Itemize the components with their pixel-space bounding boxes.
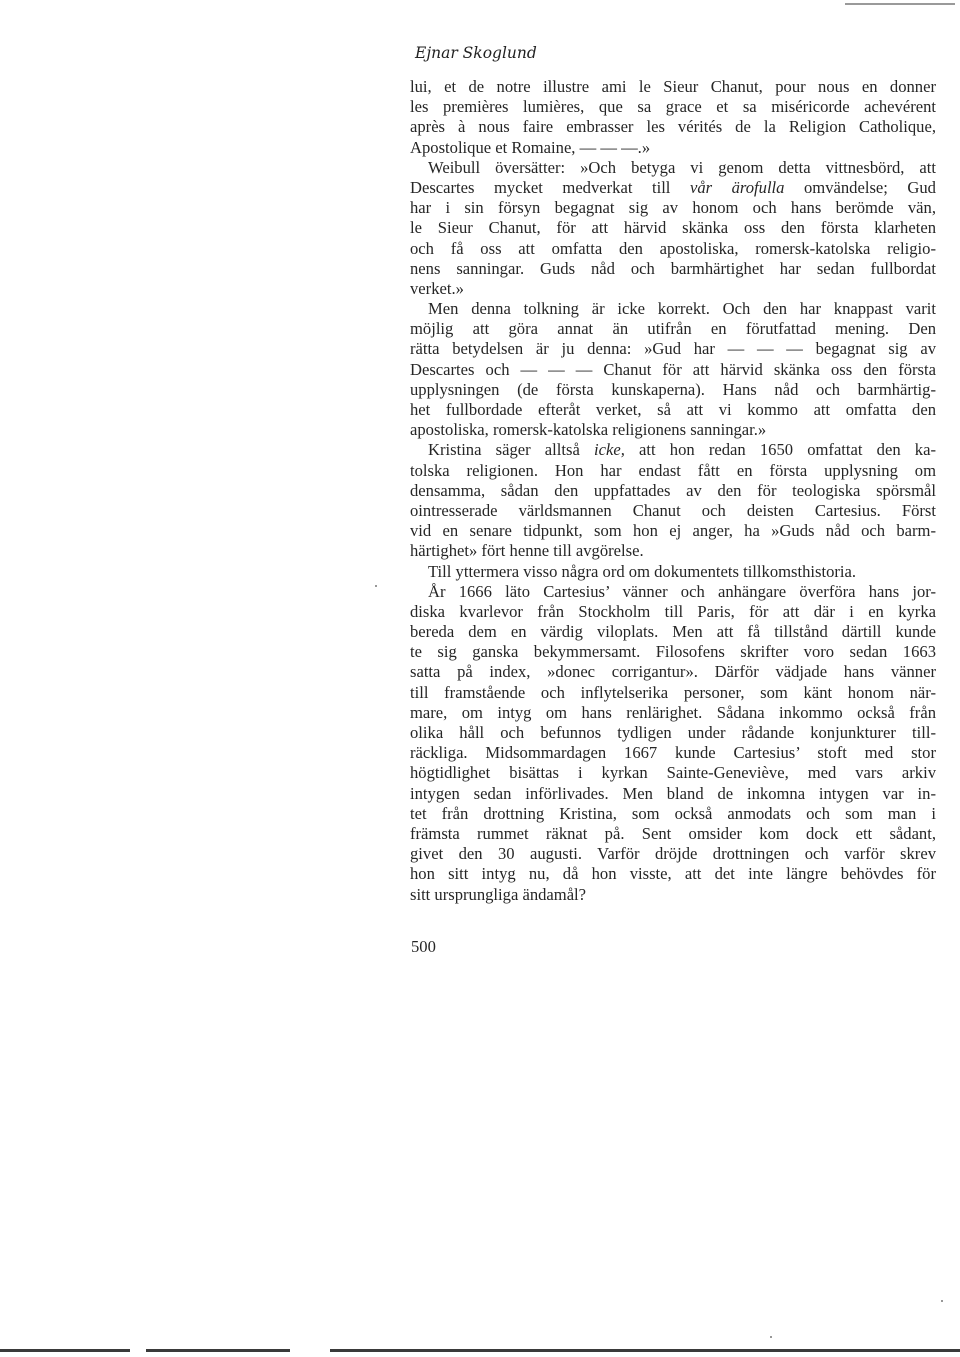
text-line: Weibull översätter: »Och betyga vi genom detta vittnesbörd, att [428, 157, 936, 177]
text-line: olika håll och befunnos tydligen under rådande konjunkturer till- [410, 723, 936, 742]
text-line: hon sitt intyg nu, då hon visste, att det inte längre behövdes för [410, 864, 936, 884]
text-line: intygen sedan införlivades. Men bland de inkomna intygen var in- [410, 783, 936, 803]
text-line: vid en senare tidpunkt, som hon ej anger, ha »Guds nåd och barm- [410, 521, 936, 541]
text-line: lui, et de notre illustre ami le Sieur Chanut, pour nous en donner [410, 77, 936, 96]
text-line: het fullbordade efteråt verket, så att vi kommo att omfatta den [410, 400, 936, 419]
text-line: te sig ganska bekymmersamt. Filosofens skrifter voro sedan 1663 [410, 642, 936, 662]
text-line [410, 178, 936, 198]
text-line: givet den 30 augusti. Varför dröjde drottningen och varför skrev [410, 844, 936, 864]
text-line: härtighet» fört henne till avgörelse. [410, 541, 644, 561]
text-run: Descartes mycket medverkat till [410, 177, 690, 197]
scan-speck [375, 585, 377, 587]
text-line: sitt ursprungliga ändamål? [410, 884, 587, 904]
text-line: après à nous faire embrasser les vérités de la Religion Catholique, [410, 117, 936, 137]
text-line: högtidlighet bisättas i kyrkan Sainte-Geneviève, med vars arkiv [410, 763, 936, 783]
text-line: verket.» [410, 278, 464, 298]
page-number: 500 [411, 937, 436, 956]
text-run: omvändelse; Gud [784, 177, 936, 197]
text-line: bereda dem en värdig viloplats. Men att få tillstånd därtill kunde [410, 622, 936, 642]
text-line: tet från drottning Kristina, som också anmodats och som man i [410, 803, 936, 823]
scan-speck [941, 1300, 943, 1302]
text-line: År 1666 läto Cartesius’ vänner och anhängare överföra hans jor- [428, 581, 936, 601]
scan-speck [770, 1336, 772, 1338]
text-line: upplysningen (de första kunskaperna). Hans nåd och barmhärtig- [410, 379, 936, 399]
text-line: diska kvarlevor från Stockholm till Paris, för att där i en kyrka [410, 601, 936, 621]
running-head-author: Ejnar Skoglund [415, 44, 537, 62]
text-line: les premières lumières, que sa grace et sa miséricorde achevérent [410, 97, 936, 117]
text-line [410, 440, 936, 460]
bottom-rule-gap [130, 1347, 146, 1355]
text-line: till framstående och inflytelserika personer, som känt honom när- [410, 682, 936, 702]
text-line: densamma, sådan den uppfattades av den för teologiska spörsmål [410, 480, 936, 500]
text-line: tolska religionen. Hon har endast fått en första upplysning om [410, 460, 936, 480]
text-line: Till yttermera visso några ord om dokumentets tillkomsthistoria. [428, 561, 857, 581]
text-run: att hon redan 1650 omfattat den ka- [624, 440, 936, 460]
text-line: har i sin försyn begagnat sig av honom och hans berömde vän, [410, 198, 936, 218]
text-line: möjlig att göra annat än utifrån en förutfattad mening. Den [410, 319, 936, 339]
text-line: främsta rummet räknat på. Sent omsider kom dock ett sådant, [410, 823, 936, 843]
text-run: Kristina säger alltså [428, 440, 594, 460]
bottom-rule-gap [290, 1347, 330, 1355]
text-line: och få oss att omfatta den apostoliska, romersk-katolska religio- [410, 238, 936, 258]
body-text [410, 77, 936, 905]
italic-text-run: icke, [594, 440, 625, 460]
text-line: rätta betydelsen är ju denna: »Gud har — — — begagnat sig av [410, 339, 936, 359]
text-line: Apostolique et Romaine, — — —.» [410, 137, 651, 157]
text-line: apostoliska, romersk-katolska religionens sanningar.» [410, 420, 767, 440]
top-edge-rule [845, 3, 955, 5]
text-line: nens sanningar. Guds nåd och barmhärtighet har sedan fullbordat [410, 258, 936, 278]
text-line: satta på index, »donec corrigantur». Därför vädjade hans vänner [410, 662, 936, 682]
text-line: mare, om intyg om hans renlärighet. Sådana inkommo också från [410, 702, 936, 722]
text-line: Descartes och — — — Chanut för att härvid skänka oss den första [410, 359, 936, 379]
text-line: räckliga. Midsommardagen 1667 kunde Cartesius’ stoft med stor [410, 743, 936, 763]
text-line: Men denna tolkning är icke korrekt. Och den har knappast varit [428, 299, 936, 319]
text-line: le Sieur Chanut, för att härvid skänka oss den första klarheten [410, 218, 936, 238]
text-line: ointresserade världsmannen Chanut och deisten Cartesius. Först [410, 500, 936, 520]
italic-text-run: vår ärofulla [689, 177, 785, 197]
